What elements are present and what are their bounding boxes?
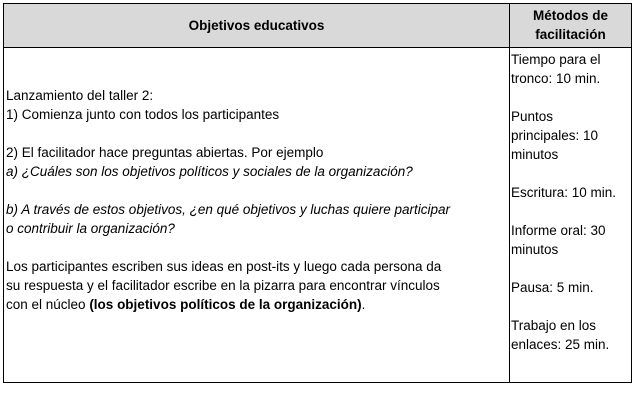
- step-1: 1) Comienza junto con todos los participantes: [6, 107, 280, 122]
- method-puntos-line-3: minutos: [511, 147, 559, 162]
- method-tronco: [511, 50, 631, 88]
- objetivos-cell: [6, 48, 506, 314]
- closing-line-3-suffix: .: [361, 297, 366, 312]
- method-pausa: Pausa: 5 min.: [511, 280, 594, 295]
- table-header-row: [4, 4, 631, 48]
- method-puntos-line-1: Puntos: [511, 109, 554, 124]
- method-puntos: [511, 107, 631, 164]
- header-objetivos-educativos: Objetivos educativos: [188, 18, 325, 33]
- header-metodos-line-2: facilitación: [535, 27, 606, 42]
- closing-line-3-bold: (los objetivos políticos de la organización): [89, 297, 362, 312]
- header-metodos-de-facilitacion: [510, 6, 631, 46]
- closing-line-2: su respuesta y el facilitador escribe en la pizarra para encontrar vínculos: [6, 278, 440, 293]
- header-metodos-line-1: Métodos de: [532, 8, 608, 23]
- method-tronco-line-2: tronco: 10 min.: [511, 71, 601, 86]
- method-puntos-line-2: principales: 10: [511, 128, 599, 143]
- column-divider: [509, 4, 510, 382]
- method-informe-line-2: minutos: [511, 242, 559, 257]
- metodos-cell: [511, 50, 631, 354]
- question-b-line-1: b) A través de estos objetivos, ¿en qué objetivos y luchas quiere participar: [6, 202, 450, 217]
- step-2: 2) El facilitador hace preguntas abiertas. Por ejemplo: [6, 145, 324, 160]
- method-enlaces-line-2: enlaces: 25 min.: [511, 337, 610, 352]
- closing-line-1: Los participantes escriben sus ideas en post-its y luego cada persona da: [6, 259, 442, 274]
- method-informe: [511, 221, 631, 259]
- method-enlaces-line-1: Trabajo en los: [511, 318, 597, 333]
- method-escritura: Escritura: 10 min.: [511, 185, 617, 200]
- closing-line-3-prefix: con el núcleo: [6, 297, 90, 312]
- closing-line-3: [6, 295, 506, 314]
- question-b-line-2: o contribuir la organización?: [6, 221, 175, 236]
- method-enlaces: [511, 316, 631, 354]
- method-tronco-line-1: Tiempo para el: [511, 52, 601, 67]
- workshop-table: [3, 3, 632, 383]
- launch-heading: Lanzamiento del taller 2:: [6, 88, 154, 103]
- question-a: a) ¿Cuáles son los objetivos políticos y sociales de la organización?: [6, 164, 413, 179]
- method-informe-line-1: Informe oral: 30: [511, 223, 606, 238]
